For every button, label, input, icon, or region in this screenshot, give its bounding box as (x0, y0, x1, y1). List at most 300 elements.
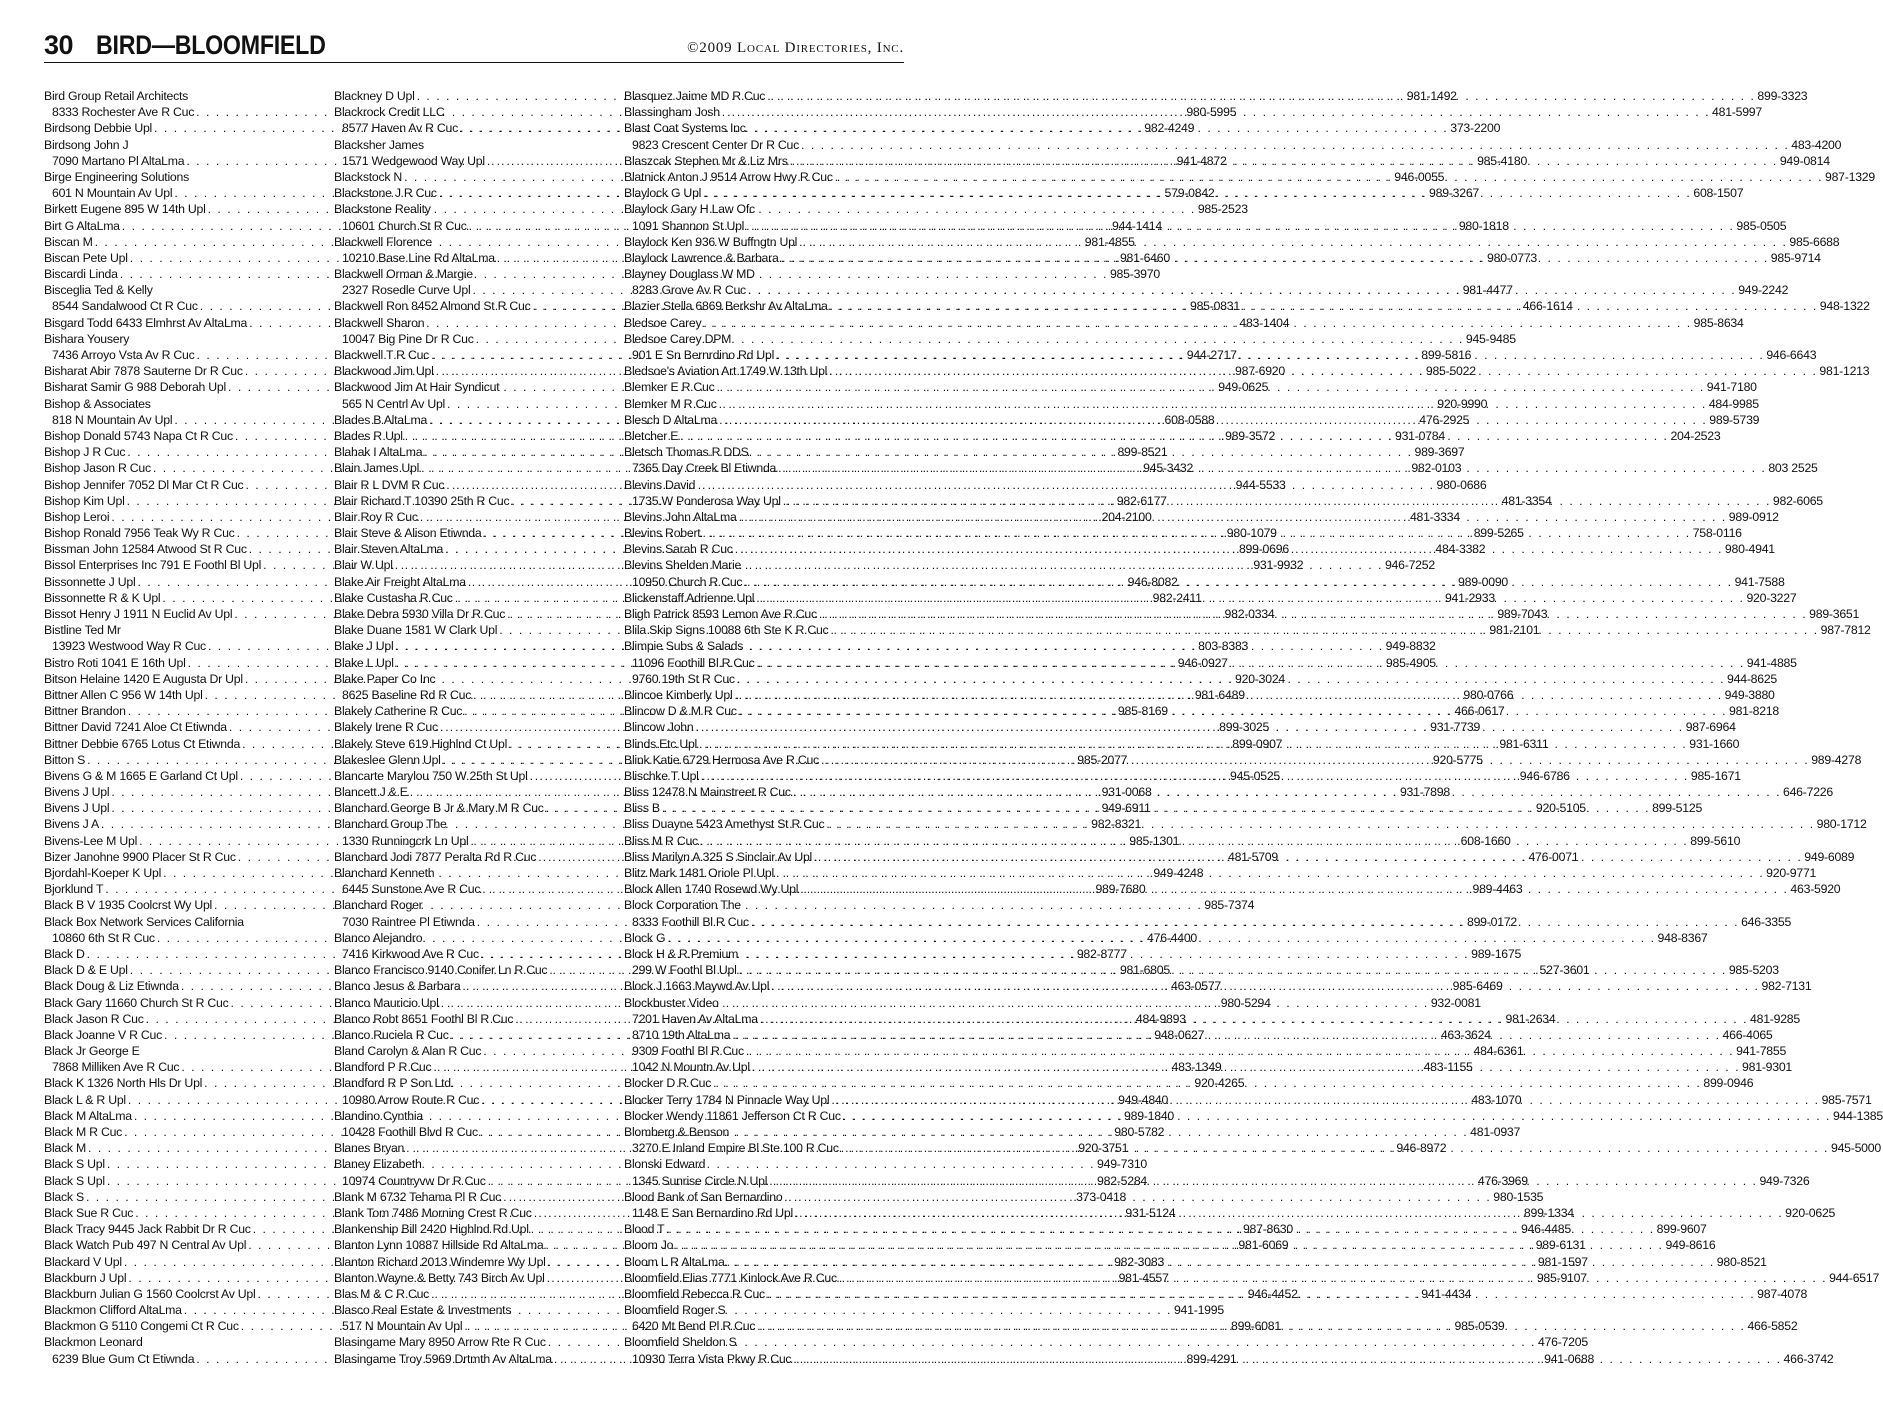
listing-entry (44, 331, 310, 347)
listing-name: Blitz Mark 1481 Oriole Pl Upl (624, 866, 774, 880)
phone-number: 985-5022 (1425, 364, 1476, 379)
listing-name: Bishop Donald 5743 Napa Ct R Cuc (44, 428, 233, 443)
phone-number: 946-6643 (1766, 348, 1817, 362)
listing-entry (624, 331, 890, 347)
listing-name: Blake Air Freight AltaLma (334, 574, 466, 589)
phone-number: 932-0081 (1430, 995, 1481, 1010)
phone-number: 941-7180 (1706, 380, 1757, 395)
phone-number: 483-4200 (1791, 137, 1842, 152)
phone-number: 989-7043 (1497, 607, 1548, 621)
listing-name: Bliss Marilyn A 325 S Sinclair Av Upl (624, 849, 813, 864)
phone-number: 899-0172 (1467, 914, 1517, 929)
listing-name: 7416 Kirkwood Ave R Cuc (342, 946, 479, 961)
phone-number: 579-0842 (1164, 186, 1215, 201)
listing-name: Bliss Duayne 5423 Amethyst St R Cuc (624, 817, 825, 832)
listing-name: Blackney D Upl (334, 89, 415, 103)
listing-name: Blanton Richard 2013 Windemre Wy Upl (334, 1254, 546, 1269)
listing-name: Bittner Brandon (44, 704, 126, 719)
phone-number: 899-5816 (1421, 348, 1472, 362)
phone-number: 483-1404 (1239, 315, 1290, 330)
listing-entry (624, 201, 890, 217)
phone-number: 989-6131 (1535, 1238, 1586, 1253)
listing-entry (334, 201, 600, 217)
listing-address-line (624, 137, 1842, 153)
phone-number: 646-7226 (1783, 785, 1833, 800)
dot-leader (830, 622, 1818, 638)
listing-name: Bloomfield Roger S (624, 1303, 726, 1318)
dot-leader (737, 671, 1725, 687)
listing-name: Blair Steve & Alison Etiwnda (334, 526, 482, 541)
listing-name: Black Doug & Liz Etiwnda (44, 979, 179, 994)
listing-name: Blakely Catherine R Cuc (334, 704, 463, 719)
phone-number: 204-2100 (1101, 509, 1152, 524)
listing-name: Blemker E R Cuc (624, 380, 715, 395)
phone-number: 466-3742 (1783, 1351, 1834, 1366)
phone-number: 982-8777 (1076, 946, 1127, 961)
listing-name: Bivens-Lee M Upl (44, 833, 138, 848)
listing-name: Blackwell Sharon (334, 315, 425, 330)
dot-leader (778, 460, 1766, 476)
phone-number: 527-3601 (1539, 963, 1590, 978)
phone-number: 985-4905 (1385, 655, 1436, 670)
listing-name: 7030 Raintree Pl Etiwnda (342, 914, 475, 929)
phone-number: 931-9932 (1253, 558, 1304, 573)
listing-entry (44, 282, 310, 298)
dot-leader (667, 930, 1655, 946)
listing-name: Blaylock Lawrence & Barbara (624, 250, 779, 265)
phone-number: 989-3651 (1809, 607, 1860, 621)
listing-name: Blevins John AltaLma (624, 509, 737, 524)
phone-number: 803 2525 (1768, 461, 1818, 476)
listing-name: 818 N Mountain Av Upl (52, 412, 173, 427)
listing-name: Block G (624, 930, 666, 945)
listing-entry (334, 897, 600, 913)
dot-leader (680, 428, 1668, 444)
listing-name: Blesch D AltaLma (624, 412, 718, 427)
dot-leader (727, 1254, 1715, 1270)
listing-entry (624, 557, 890, 573)
listing-name: Blevins David (624, 477, 696, 492)
dot-leader (831, 1092, 1819, 1108)
listing-name: Black D & E Upl (44, 963, 128, 978)
listing-name: Blevins Sarah R Cuc (624, 542, 733, 557)
listing-name: Black M R Cuc (44, 1125, 123, 1139)
listing-name: Blair Richard T 10390 25th R Cuc (334, 493, 510, 508)
phone-number: 949-0814 (1779, 153, 1830, 168)
listing-name: Blackwell Orman & Margie (334, 267, 473, 282)
listing-name: Bivens G & M 1665 E Garland Ct Upl (44, 768, 238, 783)
listing-name: 10974 Countryvw Dr R Cuc (342, 1173, 486, 1188)
phone-number: 980-0766 (1463, 687, 1514, 702)
listing-name: Blevins Shelden Marie (624, 558, 742, 573)
listing-name: Blanco Alejandro (334, 930, 423, 945)
dot-leader (752, 1059, 1740, 1075)
listing-name: Blaszcak Stephen Mr & Liz Mrs (624, 153, 788, 168)
phone-number: 949-6089 (1804, 849, 1855, 864)
phone-number: 483-1349 (1171, 1060, 1222, 1075)
dot-leader (739, 509, 1727, 525)
listing-name: Bletcher E (624, 428, 679, 443)
listing-name: Blades R Upl (334, 428, 403, 443)
phone-number: 920-9990 (1437, 396, 1488, 411)
copyright-notice: ©2009 Local Directories, Inc. (687, 40, 904, 56)
phone-number: 899-0696 (1238, 542, 1289, 557)
listing-name: Blood Bank of San Bernardino (624, 1189, 783, 1204)
listing-name: Blahak I AltaLma (334, 445, 423, 460)
dot-leader (771, 978, 1759, 994)
dot-leader (757, 655, 1745, 671)
phone-number: 946-4452 (1247, 1286, 1298, 1301)
listing-name: Blonski Edward (624, 1157, 706, 1172)
listing-name: Blanchard Roger (334, 898, 423, 913)
listing-name: Birdsong John J (44, 137, 129, 152)
phone-number: 982-5284 (1097, 1173, 1147, 1188)
listing-name: Blair Steven AltaLma (334, 542, 444, 557)
listing-name: Bliss M R Cuc (624, 833, 698, 848)
phone-number: 484-9893 (1135, 1011, 1186, 1026)
dot-leader (700, 833, 1688, 849)
listing-name: Blanco Jesus & Barbara (334, 979, 461, 994)
phone-number: 899-6081 (1230, 1319, 1281, 1334)
listing-entry (334, 1075, 600, 1091)
listing-name: Black Jason R Cuc (44, 1011, 144, 1026)
listing-name: Bissonnette J Upl (44, 574, 136, 589)
listing-entry (44, 137, 310, 153)
listing-name: Bishop Ronald 7956 Teak Wy R Cuc (44, 526, 235, 541)
listing-entry (624, 897, 890, 913)
phone-number: 989-3267 (1429, 186, 1479, 201)
page-number: 30 (44, 30, 74, 60)
listing-name: Bisharat Abir 7878 Sauterne Dr R Cuc (44, 364, 243, 379)
listing-name: Bissonnette R & K Upl (44, 590, 161, 605)
listing-entry (624, 477, 890, 493)
listing-name: 7868 Milliken Ave R Cuc (52, 1060, 180, 1075)
dot-leader (769, 1173, 1757, 1189)
listing-name: Blocker D R Cuc (624, 1076, 712, 1091)
phone-number: 982-3083 (1114, 1254, 1165, 1269)
listing-name: Blayney Douglass W MD (624, 267, 755, 282)
listing-name: Black Gary 11660 Church St R Cuc (44, 995, 229, 1010)
listing-name: Blatnick Anton J 9514 Arrow Hwy R Cuc (624, 169, 833, 184)
listing-name: Blevins Robert (624, 526, 701, 541)
phone-number: 981-6805 (1119, 963, 1170, 978)
phone-number: 982-7131 (1761, 979, 1812, 994)
phone-number: 608-1507 (1693, 186, 1744, 201)
listing-entry (334, 671, 600, 687)
phone-number: 985-4180 (1477, 153, 1528, 168)
phone-number: 463-0577 (1171, 979, 1221, 994)
page-title: BIRD—BLOOMFIELD (96, 30, 326, 60)
dot-leader (795, 1205, 1783, 1221)
phone-number: 944-2717 (1186, 348, 1237, 362)
dot-leader (843, 1108, 1831, 1124)
listing-name: 6420 Mt Bend Pl R Cuc (632, 1319, 756, 1334)
listing-name: Blast Coat Systems Inc (624, 121, 746, 136)
phone-number: 920-4265 (1194, 1076, 1245, 1091)
dot-leader (839, 1270, 1827, 1286)
listing-name: Bloomfield Rebecca R Cuc (624, 1286, 765, 1301)
phone-number: 944-6517 (1829, 1270, 1880, 1285)
listing-name: Blanchard Kenneth (334, 866, 435, 880)
listing-name: Blair Roy R Cuc (334, 509, 418, 524)
phone-number: 982-6177 (1116, 493, 1167, 508)
listing-name: 9823 Crescent Center Dr R Cuc (632, 137, 800, 152)
dot-leader (717, 379, 1705, 395)
phone-number: 476-3969 (1477, 1173, 1528, 1188)
dot-leader (701, 768, 1689, 784)
dot-leader (746, 218, 1734, 234)
listing-name: Birt G AltaLma (44, 218, 120, 233)
listing-name: 6239 Blue Gum Ct Etiwnda (52, 1351, 195, 1366)
dot-leader (735, 541, 1723, 557)
listing-name: Blickenstaff Adrienne Upl (624, 590, 755, 605)
phone-number: 483-1070 (1471, 1092, 1522, 1107)
listing-name: Bitson Helaine 1420 E Augusta Dr Upl (44, 671, 243, 686)
listing-name: Bisceglia Ted & Kelly (44, 283, 153, 298)
phone-number: 931-5124 (1125, 1205, 1176, 1220)
listing-name: Bivens J Upl (44, 801, 110, 816)
dot-leader (702, 525, 1690, 541)
phone-number: 989-1840 (1124, 1108, 1175, 1123)
phone-number: 941-4872 (1176, 153, 1227, 168)
listing-name: Blackwell Ron 8452 Almond St R Cuc (334, 299, 531, 314)
listing-name: Blackwell T R Cuc (334, 348, 430, 362)
listing-name: Bledsoe Carey DPM (624, 331, 732, 346)
phone-number: 899-8521 (1117, 445, 1168, 460)
phone-number: 980-5294 (1220, 995, 1271, 1010)
phone-number: 985-1301 (1129, 833, 1180, 848)
listing-entry (624, 266, 890, 282)
phone-number: 989-4278 (1811, 752, 1862, 767)
listing-name: 10980 Arrow Route R Cuc (342, 1092, 480, 1107)
listing-name: Bledsoe's Aviation Art 1749 W 13th Upl (624, 364, 828, 379)
phone-number: 946-7252 (1384, 558, 1435, 573)
listing-name: Bisharat Samir G 988 Deborah Upl (44, 380, 227, 395)
listing-name: Blinds Etc Upl (624, 736, 698, 751)
phone-number: 484-9985 (1708, 396, 1759, 411)
listing-name: 11096 Foothill Bl R Cuc (632, 655, 755, 670)
phone-number: 899-9607 (1656, 1222, 1707, 1237)
phone-number: 985-7571 (1821, 1092, 1872, 1107)
listing-entry (624, 1302, 890, 1318)
phone-number: 920-3751 (1078, 1141, 1129, 1156)
listing-name: 2327 Rosedle Curve Upl (342, 283, 471, 298)
listing-name: Bird Group Retail Architects (44, 89, 189, 103)
listing-name: 10860 6th St R Cuc (52, 930, 155, 945)
listing-name: Biscan Pete Upl (44, 250, 128, 265)
listing-name: Blomberg & Benson (624, 1125, 730, 1139)
dot-leader (826, 816, 1814, 832)
dot-leader (819, 606, 1807, 622)
listing-name: Bledsoe Carey (624, 315, 702, 330)
dot-leader (790, 153, 1778, 169)
listing-name: 7090 Martano Pl AltaLma (52, 153, 185, 168)
listing-name: 7365 Day Creek Bl Etiwnda (632, 461, 777, 476)
listing-name: 10210 Base Line Rd AltaLma (342, 250, 495, 265)
listing-name: Blincow D & M R Cuc (624, 704, 737, 719)
listing-name: Black Tracy 9445 Jack Rabbit Dr R Cuc (44, 1222, 251, 1237)
listing-name: Bishop Leroi (44, 509, 110, 524)
listing-entry (624, 638, 890, 654)
phone-number: 989-3572 (1225, 428, 1276, 443)
listing-name: Blackmon G 5110 Congemi Ct R Cuc (44, 1319, 239, 1334)
phone-number: 946-4485 (1520, 1222, 1571, 1237)
dot-leader (767, 88, 1755, 104)
dot-leader (781, 250, 1769, 266)
listing-name: Blaylock Ken 936 W Buffngtn Upl (624, 234, 798, 249)
listing-name: Blaney Elizabeth (334, 1157, 422, 1172)
phone-number: 981-1492 (1406, 89, 1457, 103)
listing-entry (334, 1302, 600, 1318)
dot-leader (719, 396, 1707, 412)
listing-name: Bland Carolyn & Alan R Cuc (334, 1044, 482, 1059)
dot-leader (424, 444, 1412, 460)
phone-number: 945-0525 (1230, 768, 1280, 783)
phone-number: 985-5203 (1728, 963, 1779, 978)
listing-name: Birge Engineering Solutions (44, 169, 190, 184)
phone-number: 931-0068 (1101, 785, 1152, 800)
listing-name: 1148 E San Bernardino Rd Upl (632, 1205, 793, 1220)
listing-entry (44, 914, 310, 930)
listing-name: Bjorklund T (44, 882, 104, 897)
dot-leader (757, 1318, 1745, 1334)
phone-number: 899-0907 (1232, 736, 1283, 751)
listing-name: Blake Debra 5930 Villa Dr R Cuc (334, 607, 506, 621)
listing-name: 8333 Rochester Ave R Cuc (52, 105, 195, 120)
phone-number: 608-0588 (1164, 412, 1215, 427)
listing-name: Bisgard Todd 6433 Elmhrst Av AltaLma (44, 315, 248, 330)
phone-number: 949-8832 (1385, 639, 1436, 654)
listing-name: Bistline Ted Mr (44, 623, 121, 638)
phone-number: 985-9714 (1770, 250, 1821, 265)
phone-number: 982-0103 (1411, 461, 1462, 476)
listing-name: 8577 Haven Av R Cuc (342, 121, 459, 136)
phone-number: 463-3624 (1440, 1027, 1491, 1042)
listing-name: 601 N Mountain Av Upl (52, 186, 173, 201)
listing-name: Blackwood Jim At Hair Syndicut (334, 380, 500, 395)
dot-leader (460, 120, 1448, 136)
dot-leader (107, 1156, 1095, 1172)
phone-number: 985-8169 (1117, 704, 1168, 719)
phone-number: 941-7855 (1736, 1044, 1787, 1059)
phone-number: 987-7812 (1820, 623, 1871, 638)
listing-name: 299 W Foothl Bl Upl (632, 963, 737, 978)
listing-entry (334, 315, 600, 331)
phone-number: 945-9485 (1465, 331, 1516, 346)
phone-number: 949-2242 (1738, 283, 1789, 298)
phone-number: 481-3334 (1409, 509, 1460, 524)
listing-entry (624, 444, 890, 460)
listing-name: 9760 19th St R Cuc (632, 671, 735, 686)
listing-name: 8333 Foothill Bl R Cuc (632, 914, 749, 929)
phone-number: 373-0418 (1076, 1189, 1127, 1204)
listing-name: Bitton S (44, 752, 86, 767)
phone-number: 989-1675 (1471, 946, 1522, 961)
listing-entry (624, 1156, 890, 1172)
phone-number: 483-1155 (1423, 1060, 1473, 1075)
listing-name: Blank M 6732 Tehama Pl R Cuc (334, 1189, 502, 1204)
phone-number: 980-0773 (1487, 250, 1537, 265)
listing-name: 9309 Foothl Bl R Cuc (632, 1044, 744, 1059)
listing-name: 6445 Sunstone Ave R Cuc (342, 882, 481, 897)
listing-name: Blanton Wayne & Betty 743 Birch Av Upl (334, 1270, 545, 1285)
listing-name: Black S Upl (44, 1173, 105, 1188)
phone-number: 980-1079 (1226, 526, 1277, 541)
listing-name: Blasquez Jaime MD R Cuc (624, 89, 766, 103)
listing-name: Blandford P R Cuc (334, 1060, 432, 1075)
phone-number: 985-2523 (1197, 202, 1248, 217)
listing-name: Block Corporation The (624, 898, 741, 913)
phone-number: 980-0686 (1436, 477, 1487, 492)
listing-name: 13923 Westwood Way R Cuc (52, 639, 206, 654)
phone-number: 944-1414 (1112, 218, 1162, 233)
phone-number: 980-1818 (1458, 218, 1509, 233)
listing-name: 901 E Sn Bernrdino Rd Upl (632, 348, 775, 362)
listing-name: 7201 Haven Av AltaLma (632, 1011, 758, 1026)
listing-name: Blasingame Mary 8950 Arrow Rte R Cuc (334, 1335, 546, 1350)
listing-name: Blocker Terry 1784 N Pinnacle Way Upl (624, 1092, 830, 1107)
listing-name: Bittner Allen C 956 W 14th Upl (44, 687, 203, 702)
listing-name: Blake Paper Co Inc (334, 671, 436, 686)
phone-number: 899-3323 (1757, 89, 1808, 103)
phone-number: 949-7326 (1759, 1173, 1810, 1188)
listing-name: Blasco Real Estate & Investments (334, 1303, 512, 1318)
phone-number: 987-6920 (1235, 364, 1285, 379)
listing-name: Blincoe Kimberly Upl (624, 687, 733, 702)
listing-name: Birkett Eugene 895 W 14th Upl (44, 202, 206, 217)
dot-leader (814, 849, 1802, 865)
listing-name: Bishop J R Cuc (44, 445, 126, 460)
phone-number: 931-1660 (1689, 736, 1740, 751)
phone-number: 484-3382 (1435, 542, 1486, 557)
phone-number: 899-3025 (1219, 720, 1270, 735)
phone-number: 899-1334 (1523, 1205, 1574, 1220)
phone-number: 989-0912 (1728, 509, 1779, 524)
listing-name: Blackrock Credit LLC (334, 105, 445, 120)
dot-leader (776, 865, 1764, 881)
listing-name: 10047 Big Pine Dr R Cuc (342, 331, 474, 346)
dot-leader (699, 736, 1687, 752)
listing-name: Blake Duane 1581 W Clark Upl (334, 623, 498, 638)
phone-number: 982-6065 (1772, 493, 1823, 508)
phone-number: 985-0539 (1454, 1319, 1505, 1334)
listing-name: Bletsch Thomas R DDS (624, 445, 749, 460)
listing-name: Black K 1326 North Hls Dr Upl (44, 1076, 203, 1091)
phone-number: 920-3024 (1235, 671, 1285, 686)
phone-number: 985-0505 (1736, 218, 1787, 233)
phone-number: 944-5533 (1235, 477, 1286, 492)
phone-number: 484-6361 (1473, 1044, 1524, 1059)
listing-name: Blake Custasha R Cuc (334, 590, 453, 605)
listing-name: 1042 N Mountn Av Upl (632, 1060, 750, 1075)
dot-leader (732, 1027, 1720, 1043)
listing-entry (44, 1334, 310, 1350)
dot-leader (713, 1075, 1701, 1091)
phone-number: 981-6460 (1119, 250, 1170, 265)
listing-name: Bliss 12478 N Mainstreet R Cuc (624, 785, 791, 800)
listing-name: Blackburn Julian G 1560 Coolcrst Av Upl (44, 1286, 256, 1301)
phone-number: 985-6688 (1789, 234, 1840, 249)
phone-number: 941-4885 (1746, 655, 1797, 670)
phone-number: 981-4557 (1118, 1270, 1169, 1285)
listing-name: Birdsong Debbie Upl (44, 121, 153, 136)
phone-number: 946-6786 (1519, 768, 1570, 783)
listing-name: Blackard V Upl (44, 1254, 122, 1269)
listing-name: 8710 19th AltaLma (632, 1027, 731, 1042)
listing-entry (334, 379, 600, 395)
listing-name: Bissman John 12584 Atwood St R Cuc (44, 542, 247, 557)
phone-number: 985-0831 (1189, 299, 1240, 314)
